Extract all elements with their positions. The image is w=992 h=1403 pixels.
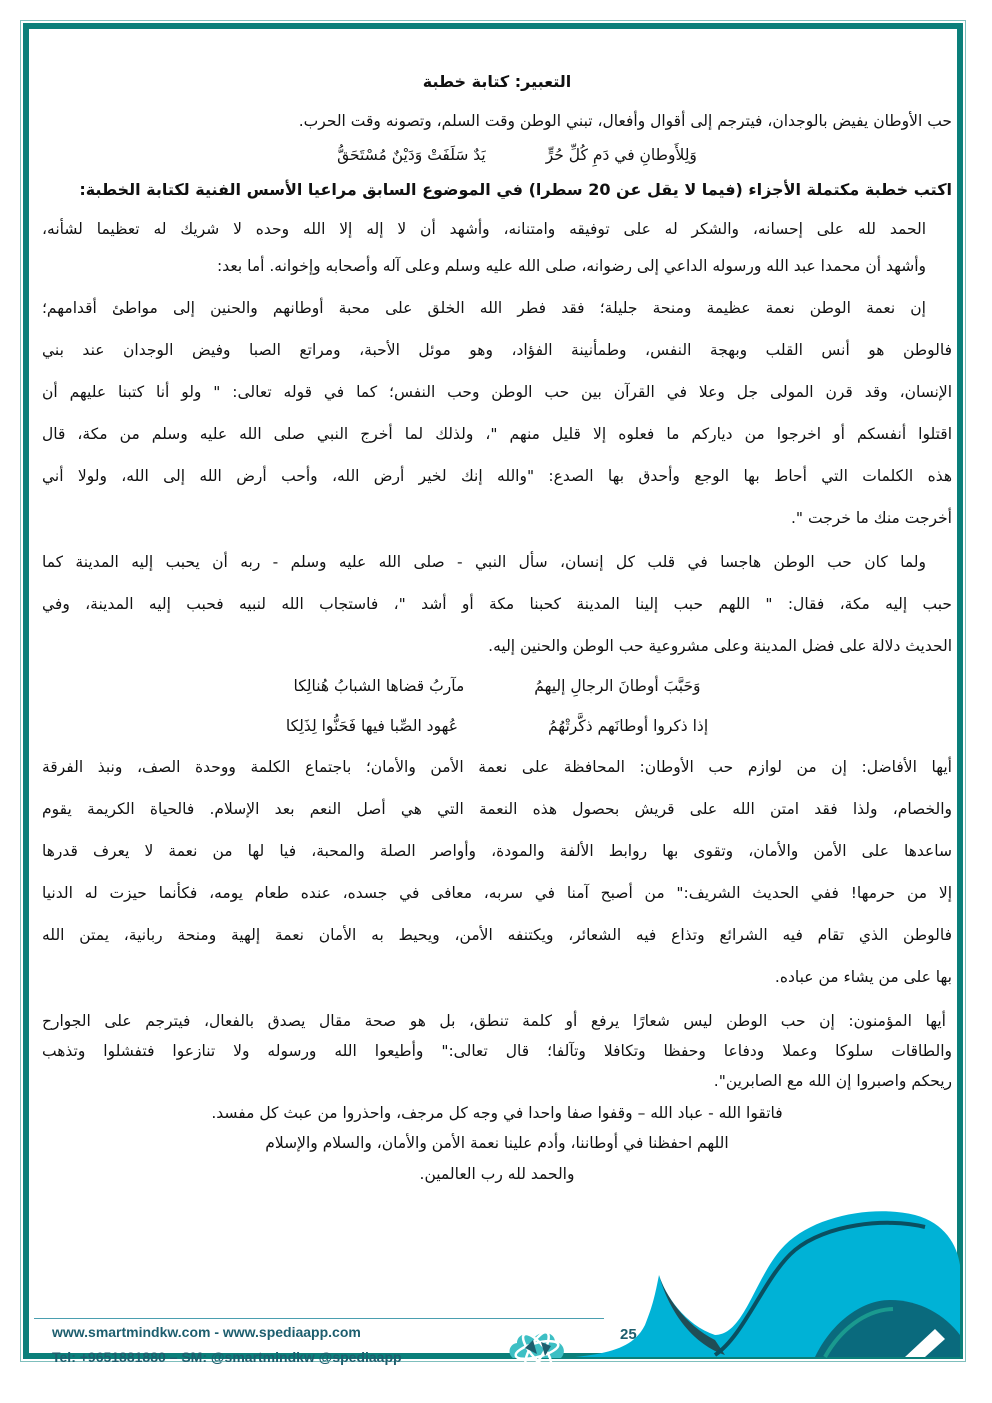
verse-2-1-right: وَحَبَّبَ أوطانَ الرجالِ إليهمُ — [534, 677, 701, 695]
blue-wave-decoration — [575, 1205, 965, 1363]
para1-line-6: أخرجت منك ما خرجت ". — [790, 509, 952, 527]
para3-line-5: فالوطن الذي تقام فيه الشرائع وتذاع فيه الشعائر، ويكتنفه الأمن، ويحيط به الأمان نعمة إلهية ومنحة ربانية، يمتن الله — [42, 926, 952, 944]
para1-line-3: الإنسان، وقد قرن المولى جل وعلا في القرآن بين حب الوطن وحب النفس؛ كما في قوله تعالى: " ولو أنا كتبنا عليهم أن — [42, 383, 952, 401]
instruction-text: اكتب خطبة مكتملة الأجزاء (فيما لا يقل عن 20 سطرا) في الموضوع السابق مراعيا الأسس الفنية لكتابة الخطبة: — [79, 180, 952, 199]
para1-line-5: هذه الكلمات التي أحاط بها الوجع وأحدق بها الصدع: "والله إنك لخير أرض الله، وأحب أرض الله إلى الله، ولولا أني — [42, 467, 952, 485]
footer-divider — [34, 1318, 604, 1319]
opening-line-2: وأشهد أن محمدا عبد الله ورسوله الداعي إلى رضوانه، صلى الله عليه وسلم وعلى آله وأصحابه وإخوانه. أما بعد: — [217, 257, 926, 275]
opening-line-1: الحمد لله على إحسانه، والشكر له على توفيقه وامتنانه، وأشهد أن لا إله إلا الله وحده لا شريك له تعظيما لشأنه، — [42, 220, 926, 238]
para2-line-3: الحديث دلالة على فضل المدينة وعلى مشروعية حب الوطن والحنين إليه. — [488, 637, 952, 655]
para4-line-1: أيها المؤمنون: إن حب الوطن ليس شعارًا يرفع أو كلمة تنطق، بل هو صحة مقال يصدق بالفعال، فيترجم على الجوارح — [42, 1012, 946, 1030]
footer-contact: Tel: +9651881880 – SM: @smartmindkw @spediaapp — [52, 1349, 402, 1365]
para3-line-4: إلا من حرمها! ففي الحديث الشريف:" من أصبح آمنا في سربه، معافى في جسده، عنده طعام يومه، فكأنما حيزت له الدنيا — [42, 884, 952, 902]
para4-line-2: والطاقات سلوكا وعملا ودفاعا وحفظا وتكافلا وتآلفا؛ قال تعالى:" وأطيعوا الله ورسوله ولا تنازعوا فتفشلوا وتذهب — [42, 1042, 952, 1060]
verse-2-1-left: مآربُ قضاها الشبابُ هُنالِكا — [293, 677, 465, 695]
para3-line-2: والخصام، ولذا فقد امتن الله على قريش بحصول هذه النعمة التي هي أصل النعم بعد الإسلام. فالحياة الكريمة يقوم — [42, 800, 952, 818]
para2-line-2: حبب إليه مكة، فقال: " اللهم حبب إلينا المدينة كحبنا مكة أو أشد "، فاستجاب الله لنبيه فحبب إليه المدينة، وفي — [42, 595, 952, 613]
closing-line-2: اللهم احفظنا في أوطاننا، وأدم علينا نعمة الأمن والأمان، والسلام والإسلام — [265, 1134, 729, 1152]
para1-line-4: اقتلوا أنفسكم أو اخرجوا من دياركم ما فعلوه إلا قليل منهم "، ولذلك لما أخرج النبي صلى الله عليه وسلم من مكة، قال — [42, 425, 952, 443]
atom-cloud-logo-icon — [507, 1328, 567, 1366]
para2-line-1: ولما كان حب الوطن هاجسا في قلب كل إنسان، سأل النبي - صلى الله عليه وسلم - ربه أن يحبب إليه المدينة كما — [42, 553, 926, 571]
para1-line-1: إن نعمة الوطن نعمة عظيمة ومنحة جليلة؛ فقد فطر الله الخلق على محبة أوطانهم والحنين إلى مواطئ أقدامهم؛ — [42, 299, 926, 317]
intro-text: حب الأوطان يفيض بالوجدان، فيترجم إلى أقوال وأفعال، تبني الوطن وقت السلم، وتصونه وقت الحرب. — [298, 112, 952, 130]
para3-line-1: أيها الأفاضل: إن من لوازم حب الأوطان: المحافظة على نعمة الأمن والأمان؛ باجتماع الكلمة ووحدة الصف، ونبذ الفرقة — [42, 758, 952, 776]
verse-2-2-left: عُهود الصِّبا فيها فَحَنُّوا لِذَلِكا — [285, 717, 458, 735]
verse-2-line-1 — [42, 677, 952, 695]
verse-1-right: وَلِلأَوطانِ في دَمِ كُلِّ حُرٍّ — [545, 146, 697, 164]
page-title: التعبير: كتابة خطبة — [422, 72, 572, 91]
verse-1-left: يَدٌ سَلَفَتْ وَدَيْنٌ مُسْتَحَقُّ — [337, 146, 486, 164]
page-number: 25 — [620, 1326, 637, 1343]
closing-line-3: والحمد لله رب العالمين. — [419, 1165, 575, 1183]
para4-line-3: ريحكم واصبروا إن الله مع الصابرين". — [713, 1072, 952, 1090]
verse-2-2-right: إذا ذكروا أوطانَهم ذكَّرتْهُمُ — [547, 717, 709, 735]
para1-line-2: فالوطن هو أنس القلب وبهجة النفس، وطمأنينة الفؤاد، وهو موئل الأحبة، ومراتع الصبا وفيض الوجدان عند بني — [42, 341, 952, 359]
verse-2-line-2 — [42, 717, 952, 735]
para3-line-6: بها على من يشاء من عباده. — [774, 968, 952, 986]
footer-websites[interactable]: www.smartmindkw.com - www.spediaapp.com — [52, 1324, 361, 1340]
closing-line-1: فاتقوا الله - عباد الله – وقفوا صفا واحدا في وجه كل مرجف، واحذروا من عبث كل مفسد. — [211, 1104, 783, 1122]
para3-line-3: ساعدها على الأمن والأمان، وتقوى بها روابط الألفة والمودة، وأواصر الصلة والمحبة، فيا لها من نعمة لا يعرف قدرها — [42, 842, 952, 860]
verse-1 — [42, 146, 952, 164]
